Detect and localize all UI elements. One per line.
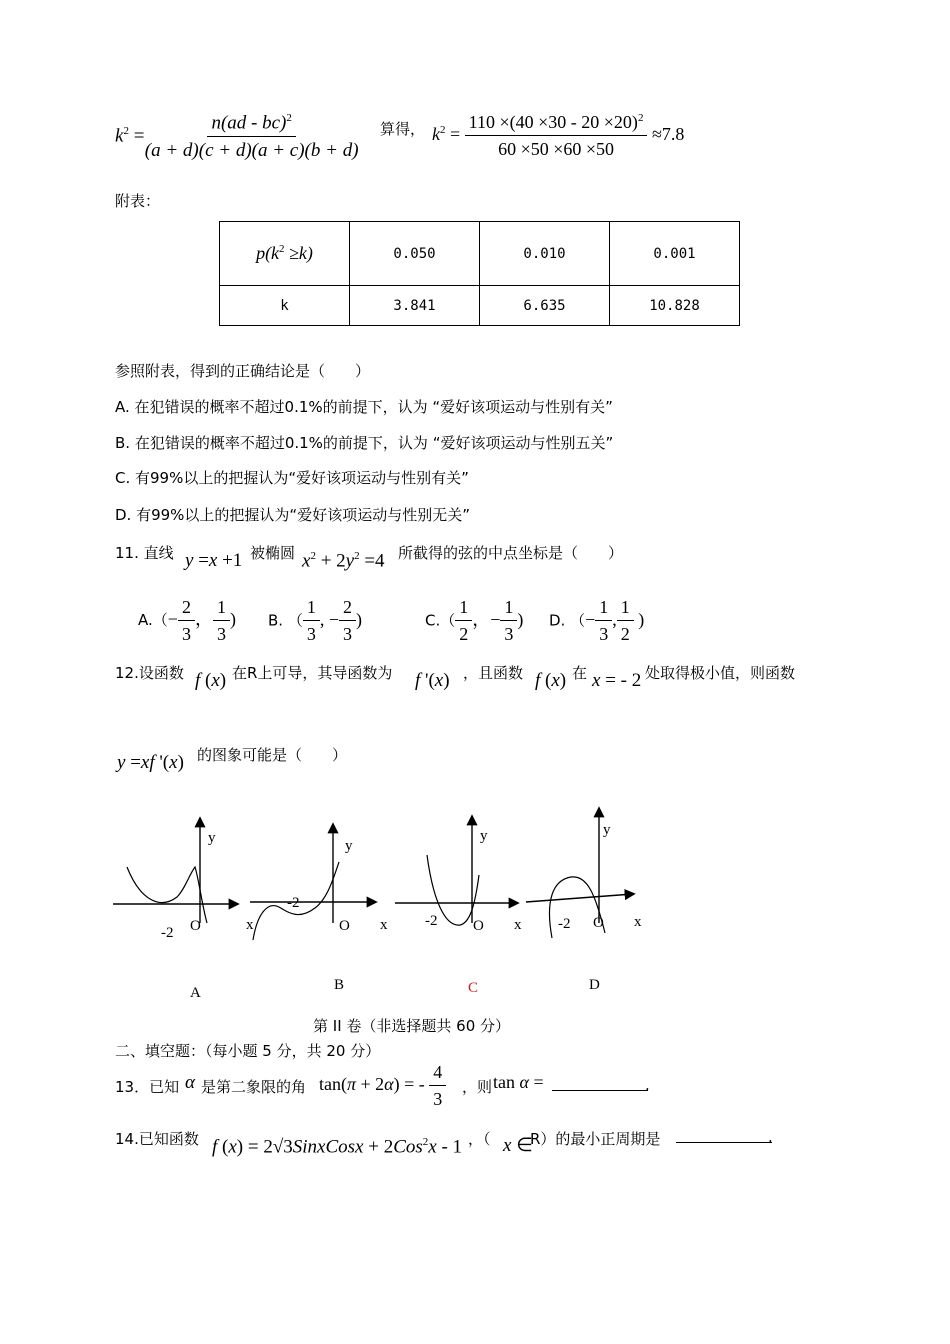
- q11-option-a: A.（: [138, 611, 168, 629]
- graph-c: [395, 817, 517, 925]
- table-cell: 3.841: [350, 286, 480, 326]
- q13-alpha: α: [185, 1072, 195, 1093]
- q13-end: .: [645, 1076, 650, 1094]
- q14-answer-blank[interactable]: [676, 1128, 772, 1147]
- q12-fprime: f '(x): [415, 670, 450, 691]
- k2-computation: $k^2$ = $\frac{110 \times(40 \times 30 - 20 \times 20)^2}{60 \times 50 \times 60 \times 50}$ ≈7.8: [432, 112, 685, 159]
- q10-option-a: A. 在犯错误的概率不超过0.1%的前提下，认为 “爱好该项运动与性别有关”: [115, 398, 613, 416]
- q11-option-d: D. （: [549, 611, 586, 630]
- q12-part3: 在: [572, 664, 588, 682]
- q11-option-c: C.（: [425, 611, 456, 630]
- table-cell: 0.010: [480, 222, 610, 286]
- q12-part4: 处取得极小值，则函数: [645, 664, 796, 682]
- graph-b-x-left: x: [246, 917, 254, 933]
- q11-options: A.（− $\frac{2}{3}$ ， $\frac{1}{3}$ ): [138, 597, 236, 644]
- graph-c-neg: -2: [425, 913, 438, 929]
- q12-part5: 的图象可能是（ ）: [197, 746, 348, 764]
- table-cell: 10.828: [610, 286, 740, 326]
- graph-a-origin: O: [190, 918, 201, 934]
- q14-function: f (x) = 2√3SinxCosx + 2Cos$^2$x - 1: [212, 1136, 463, 1158]
- q11-option-b: B. （: [268, 611, 303, 630]
- q10-option-c: C. 有99%以上的把握认为“爱好该项运动与性别有关”: [115, 469, 469, 487]
- graph-d-neg: -2: [558, 916, 571, 932]
- k2-formula: $k^2$ = $\frac{n(ad - bc)^2}{(a + d)(c + d)(a + c)(b + d)}$: [115, 112, 359, 162]
- q10-option-b: B. 在犯错误的概率不超过0.1%的前提下，认为 “爱好该项运动与性别五关”: [115, 434, 614, 452]
- q13-answer-blank[interactable]: [552, 1076, 648, 1095]
- table-row-label: k: [220, 286, 350, 326]
- graph-options: [105, 805, 665, 1025]
- q10-prompt: 参照附表，得到的正确结论是（ ）: [115, 362, 371, 380]
- q11-ellipse-eq: $x^2 + 2y^2 =4$: [302, 550, 385, 572]
- q13-part2: ，则: [462, 1078, 493, 1096]
- q12-part1: 在R上可导，其导函数为: [232, 664, 393, 682]
- q11-number: 11. 直线: [115, 544, 174, 562]
- q11-mid: 被椭圆: [250, 544, 296, 562]
- graph-d: [526, 809, 633, 938]
- q11-option-c-wrap: C.（ $\frac{1}{2}$ ，− $\frac{1}{3}$ ): [425, 597, 524, 644]
- graph-b-neg: -2: [287, 895, 300, 911]
- graph-a: [113, 819, 237, 923]
- graph-c-letter: C: [468, 980, 479, 996]
- table-cell: 0.050: [350, 222, 480, 286]
- appendix-label: 附表：: [115, 192, 161, 210]
- q12-fx: f (x): [195, 670, 227, 691]
- q12-y-eq: y =xf '(x): [117, 752, 184, 773]
- graph-a-letter: A: [190, 985, 201, 1001]
- q14-x-in: x ∈: [503, 1135, 533, 1156]
- graph-a-y: y: [208, 830, 216, 846]
- graph-a-neg: -2: [161, 925, 174, 941]
- graph-b: [250, 825, 375, 940]
- graph-c-origin: O: [473, 918, 484, 934]
- graph-d-letter: D: [589, 977, 600, 993]
- q14-part2: R）的最小正周期是: [530, 1130, 661, 1148]
- q13-part1: 是第二象限的角: [201, 1078, 307, 1096]
- graph-b-origin: O: [339, 918, 350, 934]
- approx-value: ≈7.8: [651, 124, 685, 145]
- q12-number: 12.设函数: [115, 664, 184, 682]
- graph-b-letter: B: [334, 977, 345, 993]
- table-cell: 0.001: [610, 222, 740, 286]
- q13-tan-eq: tan(π + 2α) = - $\frac{4}{3}$: [319, 1062, 446, 1110]
- formula-label: 算得，: [380, 120, 426, 138]
- q12-x-eq: x = - 2: [592, 670, 642, 691]
- q14-end: .: [768, 1128, 773, 1146]
- table-header-label: $p(k^2 \ge k)$: [220, 222, 350, 286]
- q14-part1: ，（: [468, 1130, 491, 1148]
- graph-b-x: x: [380, 917, 388, 933]
- q13-tan-alpha: tan α =: [493, 1072, 544, 1092]
- graph-d-y: y: [603, 822, 611, 838]
- table-cell: 6.635: [480, 286, 610, 326]
- graph-c-y: y: [480, 828, 488, 844]
- graph-c-x: x: [514, 917, 522, 933]
- q13-number: 13．已知: [115, 1078, 180, 1096]
- q14-number: 14.已知函数: [115, 1130, 199, 1148]
- graph-d-origin: O: [593, 915, 604, 931]
- q11-option-b-wrap: B. （ $\frac{1}{3}$ , − $\frac{2}{3}$ ): [268, 597, 362, 644]
- q11-option-d-wrap: D. （− $\frac{1}{3}$ , $\frac{1}{2}$ ): [549, 597, 645, 644]
- section2-title: 第 II 卷（非选择题共 60 分）: [313, 1017, 511, 1035]
- q12-part2: ，且函数: [463, 664, 524, 682]
- critical-value-table: [219, 221, 740, 326]
- graph-d-x: x: [634, 914, 642, 930]
- q11-line-eq: y =x +1: [185, 550, 243, 571]
- q11-tail: 所截得的弦的中点坐标是（ ）: [398, 544, 624, 562]
- q10-option-d: D. 有99%以上的把握认为“爱好该项运动与性别无关”: [115, 506, 470, 524]
- q12-fx2: f (x): [535, 670, 567, 691]
- graph-b-y: y: [345, 838, 353, 854]
- section2-sub: 二、填空题：（每小题 5 分，共 20 分）: [115, 1042, 381, 1060]
